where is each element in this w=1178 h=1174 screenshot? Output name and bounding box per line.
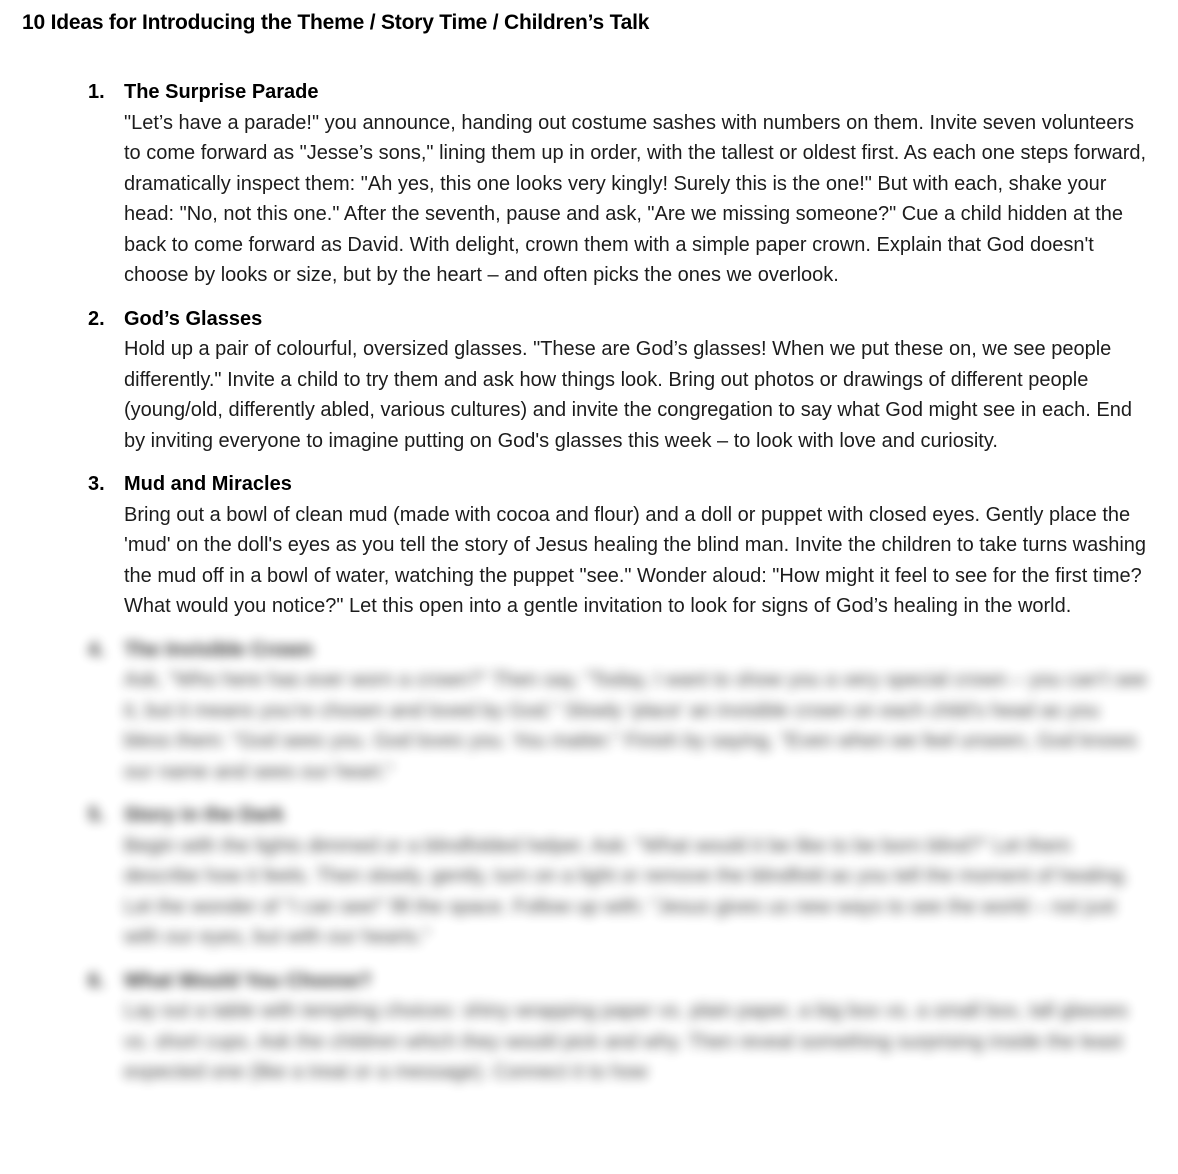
- item-heading: What Would You Choose?: [124, 969, 372, 992]
- item-number: 4.: [88, 638, 105, 661]
- list-item-gods-glasses: [22, 304, 1154, 457]
- item-body: Bring out a bowl of clean mud (made with cocoa and flour) and a doll or puppet with closed eyes. Gently place the 'mud' on the doll's eyes as you tell the story of Jesus healing the blind man. Invite the children to take turns washing the mud off in a bowl of water, watching the puppet "see." Wonder aloud: "How might it feel to see for the first time? What would you notice?" Let this open into a gentle invitation to look for signs of God’s healing in the world.: [124, 503, 1147, 617]
- item-heading: God’s Glasses: [124, 307, 263, 330]
- item-body: Begin with the lights dimmed or a blindfolded helper. Ask: "What would it be like to be born blind?" Let them describe how it feels. Then slowly, gently, turn on a light or remove the blindfold as you tell the moment of healing. Let the wonder of "I can see!" fill the space. Follow up with: "Jesus gives us new ways to see the world – not just with our eyes, but with our hearts.": [124, 834, 1129, 948]
- item-content: [124, 635, 1148, 788]
- item-content: [124, 966, 1148, 1088]
- item-number: 1.: [88, 81, 105, 103]
- document-title: 10 Ideas for Introducing the Theme / Story Time / Children’s Talk: [22, 11, 650, 34]
- item-number: 5.: [88, 804, 105, 826]
- item-heading: The Invisible Crown: [124, 638, 313, 661]
- item-number: 2.: [88, 307, 105, 330]
- item-content: [124, 469, 1148, 622]
- item-heading: Story in the Dark: [124, 804, 285, 826]
- item-body: "Let’s have a parade!" you announce, handing out costume sashes with numbers on them. Invite seven volunteers to come forward as "Jesse’s sons," lining them up in order, with the tallest or oldest first. As each one steps forward, dramatically inspect them: "Ah yes, this one looks very kingly! Surely this is the one!" But with each, shake your head: "No, not this one." After the seventh, pause and ask, "Are we missing someone?" Cue a child hidden at the back to come forward as David. With delight, crown them with a simple paper crown. Explain that God doesn't choose by looks or size, but by the heart – and often picks the ones we overlook.: [124, 111, 1147, 286]
- list-item-surprise-parade: [22, 77, 1154, 291]
- item-content: [124, 77, 1148, 291]
- item-heading: Mud and Miracles: [124, 473, 292, 495]
- list-item-what-would-you-choose: [22, 966, 1154, 1088]
- idea-list: [22, 77, 1154, 1088]
- list-item-mud-and-miracles: [22, 469, 1154, 622]
- list-item-invisible-crown: [22, 635, 1154, 788]
- item-heading: The Surprise Parade: [124, 81, 319, 103]
- item-content: [124, 800, 1148, 953]
- item-number: 3.: [88, 473, 105, 495]
- item-body: Hold up a pair of colourful, oversized glasses. "These are God’s glasses! When we put these on, we see people differently." Invite a child to try them and ask how things look. Bring out photos or drawings of different people (young/old, differently abled, various cultures) and invite the congregation to say what God might see in each. End by inviting everyone to imagine putting on God's glasses this week – to look with love and curiosity.: [124, 338, 1133, 452]
- item-number: 6.: [88, 969, 105, 992]
- blurred-content-section: [22, 635, 1154, 1088]
- list-item-story-in-the-dark: [22, 800, 1154, 953]
- item-body: Lay out a table with tempting choices: shiny wrapping paper vs. plain paper, a big box vs. a small box, tall glasses vs. short cups. Ask the children which they would pick and why. Then reveal something surprising inside the least expected one (like a treat or a message). Connect it to how: [124, 1000, 1128, 1083]
- item-content: [124, 304, 1148, 457]
- item-body: Ask, "Who here has ever worn a crown?" Then say, "Today, I want to show you a very special crown – you can’t see it, but it means you’re chosen and loved by God." Slowly ‘place’ an invisible crown on each child’s head as you bless them: "God sees you. God loves you. You matter." Finish by saying, "Even when we feel unseen, God knows our name and sees our heart.": [124, 669, 1147, 783]
